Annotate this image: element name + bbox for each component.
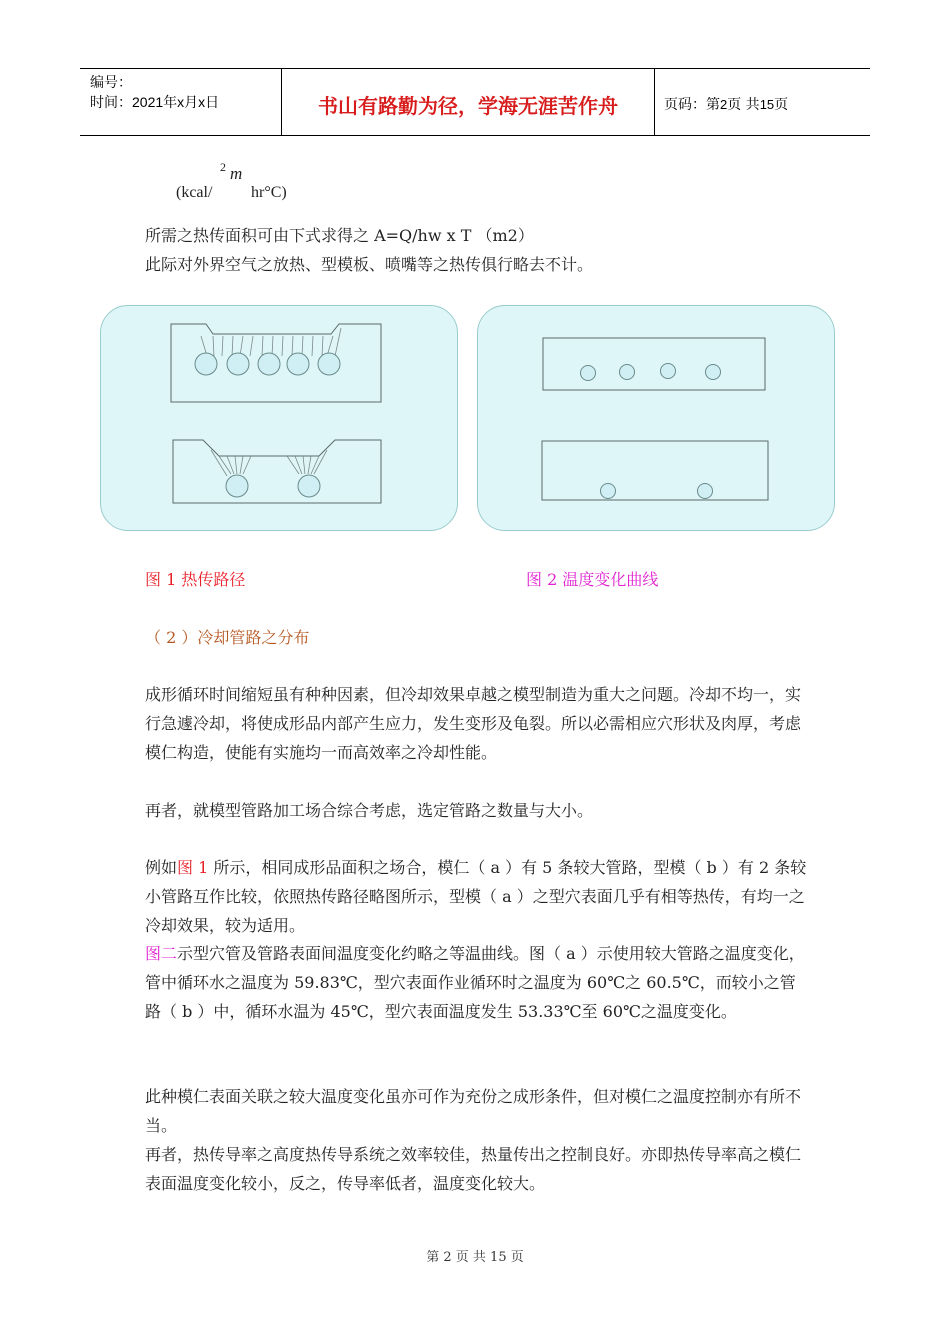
- paragraph-2: 再者，就模型管路加工场合综合考虑，选定管路之数量与大小。: [145, 801, 594, 820]
- header-bottom-rule: [80, 135, 870, 136]
- pipe-block-b: [542, 441, 768, 500]
- heat-path-diagram: [101, 306, 457, 530]
- unit-superscript: 2: [220, 160, 226, 174]
- mold-b-block: [173, 440, 381, 503]
- paragraph-4: [145, 939, 810, 1026]
- doc-number-label: 编号：: [90, 74, 132, 90]
- pipe-block-a-holes: [581, 364, 721, 381]
- page-suffix: 页: [774, 97, 789, 113]
- section-title: （ 2 ）冷却管路之分布: [145, 628, 310, 647]
- mold-a-heat-lines: [201, 328, 341, 356]
- page-footer: 第 2 页 共 15 页: [426, 1250, 524, 1265]
- page-current: 2: [720, 97, 728, 112]
- page-mid: 页 共: [727, 97, 760, 113]
- header-motto: 书山有路勤为径，学海无涯苦作舟: [318, 94, 618, 118]
- figure-2-caption: 图 2 温度变化曲线: [526, 570, 659, 589]
- figure-2-panel: [477, 305, 835, 531]
- unit-right: hr°C): [251, 184, 287, 201]
- unit-m: m: [230, 164, 243, 183]
- figure-1-panel: [100, 305, 458, 531]
- header-top-rule: [80, 68, 870, 69]
- paragraph-4-body: 示型穴管及管路表面间温度变化约略之等温曲线。图（ a ）示使用较大管路之温度变化，管中循环水之温度为 59.83℃，型穴表面作业循环时之温度为 60℃之 60.5℃，而较小之管路（ b ）中，循环水温为 45℃，型穴表面温度发生 53.33℃至 60℃之温度变化。: [145, 944, 805, 1021]
- unit-left: (kcal/: [176, 184, 213, 201]
- header-meta: [90, 72, 219, 112]
- ignore-heat-text: 此际对外界空气之放热、型模板、喷嘴等之热传俱行略去不计。: [145, 255, 594, 274]
- pipe-block-b-holes: [601, 484, 713, 499]
- paragraph-3-body: 所示，相同成形品面积之场合，模仁（ a ）有 5 条较大管路，型模（ b ）有 2 条较小管路互作比较，依照热传路径略图所示，型模（ a ）之型穴表面几乎有相等热传，有均一之冷却效果，较为适用。: [145, 858, 807, 935]
- paragraph-5: 此种模仁表面关联之较大温度变化虽亦可作为充份之成形条件，但对模仁之温度控制亦有所不当。: [145, 1087, 802, 1135]
- temperature-curve-diagram: [478, 306, 834, 530]
- figure-1-caption: 图 1 热传路径: [145, 570, 246, 589]
- area-formula-text: 所需之热传面积可由下式求得之 A=Q/hw x T （m2）: [145, 226, 534, 245]
- mold-b-pipes: [226, 475, 320, 497]
- paragraph-3-prefix: 例如: [145, 858, 178, 877]
- pipe-block-a: [543, 338, 765, 390]
- doc-date: 时间：2021年x月x日: [90, 94, 220, 110]
- header-page-info: [664, 94, 788, 114]
- figure-1-reference: 图 1: [177, 858, 209, 877]
- paragraph-1: 成形循环时间缩短虽有种种因素，但冷却效果卓越之模型制造为重大之问题。冷却不均一，实行急遽冷却，将使成形品内部产生应力，发生变形及龟裂。所以必需相应穴形状及肉厚，考虑模仁构造，使能有实施均一而高效率之冷却性能。: [145, 685, 802, 762]
- header-divider-2: [654, 69, 655, 135]
- page-total: 15: [759, 97, 775, 112]
- figure-2-reference: 图二: [145, 944, 178, 963]
- paragraph-6: 再者，热传导率之高度热传导系统之效率较佳，热量传出之控制良好。亦即热传导率高之模仁表面温度变化较小，反之，传导率低者，温度变化较大。: [145, 1145, 802, 1193]
- paragraph-3: [145, 853, 810, 940]
- page-prefix: 页码：第: [664, 97, 720, 113]
- mold-b-heat-lines: [211, 450, 327, 476]
- mold-a-pipes: [195, 353, 340, 375]
